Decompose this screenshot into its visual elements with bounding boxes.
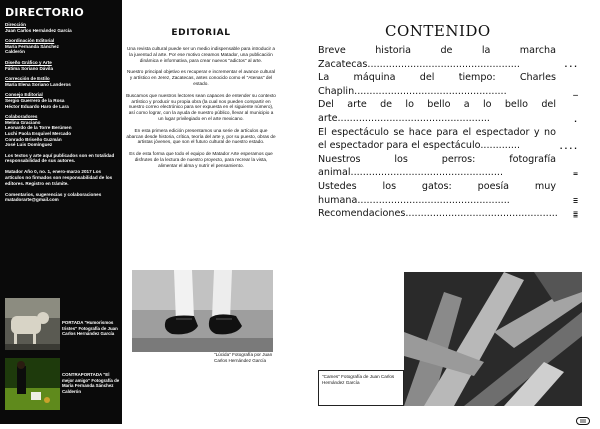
directory-name: Conrado Briseño Guzmán [5, 136, 62, 142]
editorial-title: EDITORIAL [171, 28, 231, 38]
directory-role: Coordinación Editorial [5, 38, 55, 44]
cover-caption: PORTADA "Humorismos tristes" Fotografía de Juan Carlos Hernández García [62, 320, 118, 337]
directory-name: Juan Carlos Hernández García [5, 27, 72, 33]
table-of-contents [318, 44, 582, 221]
toc-item[interactable] [318, 207, 582, 221]
directory-name: María Fernanda Sánchez [5, 43, 59, 49]
back-cover-caption: CONTRAPORTADA "El mejor amigo" Fotografía de María Fernanda Sánchez Calderón [62, 372, 120, 394]
toc-item-text: Breve historia de la marcha Zacatecas.................................................. [318, 45, 556, 70]
directory-block [5, 92, 119, 109]
editorial-paragraph: Nuestro principal objetivo es recuperar e incrementar el avance cultural y artístico en Jerez, Zacatecas, antes conocido como el "Atenas" del estado. [127, 69, 275, 86]
cover-thumbnail [5, 298, 60, 350]
rights-note: Los textos y arte aquí publicados son en totalidad responsabilidad de sus autores. [5, 152, 115, 164]
toc-item[interactable] [318, 126, 582, 153]
editorial-paragraph: Es de esta forma que todo el equipo de Matador Arte esperamos que disfrutes de la lectura de nuestro proyecto, para recrear la vista, alimentar el alma y nutrir el pensamiento. [129, 151, 273, 168]
editorial-photo-caption: "Lúcida" Fotografía por Juan Carlos Hernández García [214, 352, 273, 363]
toc-page-number: _ [573, 87, 578, 97]
toc-item-text: Del arte de lo bello a lo bello del arte.................................................. [318, 99, 556, 124]
directory-name: Calderón [5, 49, 25, 55]
directory-block [5, 114, 119, 148]
toc-page-number: ≡ [573, 196, 578, 206]
directory-block [5, 76, 119, 87]
contents-photo-caption: "Cames" Fotografía de Juan Carlos Hernández García [318, 370, 404, 406]
toc-item[interactable] [318, 153, 582, 180]
toc-page-number: .... [558, 141, 578, 151]
toc-item-text: Nuestros los perros: fotografía animal.................................................. [318, 153, 556, 179]
directory-name: María Elena Soriano Landeros [5, 81, 71, 87]
directory-name: Melina Graciano [5, 119, 41, 125]
editorial-section [126, 28, 276, 175]
directory-role: Colaboradores [5, 114, 38, 120]
directory-name: Héctor Eduardo Haro de Lara [5, 103, 69, 109]
directory-title: DIRECTORIO [5, 6, 85, 19]
directory-name: Fátima Soriano Dávila [5, 65, 53, 71]
editorial-photo [132, 270, 273, 352]
directory-name: José Luis Domínguez [5, 142, 53, 148]
directory-panel [0, 0, 122, 424]
directory-block [5, 60, 119, 71]
directory-block [5, 22, 119, 33]
contact-note: Comentarios, sugerencias y colaboraciones matadorarte@gmail.com [5, 191, 102, 203]
directory-block [5, 38, 119, 55]
toc-page-number: ... [563, 60, 578, 70]
toc-item-text: Ustedes los gatos: poesía muy humana.................................................. [318, 180, 556, 206]
editorial-paragraph: Una revista cultural puede ser un medio indispensable para introducir a la juventud al arte. Por ese motivo creamos Matador, una publicación dinámica e informativa, para crear nuevos "adictos" al arte. [126, 46, 275, 63]
toc-page-number: = [573, 168, 578, 178]
directory-role: Corrección de Estilo [5, 76, 50, 82]
toc-item[interactable] [318, 71, 582, 98]
toc-item[interactable] [318, 180, 582, 207]
toc-item-text: La máquina del tiempo: Charles Chaplin.................................................. [318, 72, 556, 97]
toc-item-text: El espectáculo se hace para el espectador y no el espectador para el espectáculo............. [318, 126, 556, 152]
toc-item-text: Recomendaciones.................................................. [318, 208, 558, 220]
editorial-paragraph: En esta primera edición presentamos una serie de artículos que abarcan desde historia, crítica, teoría del arte y, por su puesto, obras de artistas jóvenes, que son el futuro cultural de nuestro estado. [126, 127, 276, 145]
directory-name: Luchi Paola Esquivel Mercado [5, 130, 72, 136]
issue-note: Matador Año 0, no. 1, enero-marzo 2017 Los artículos no firmados son responsabilidad de los editores. Registro en trámite. [5, 169, 113, 186]
editorial-paragraph: Buscamos que nuestros lectores sean capaces de entender su contexto artístico y producir su propia obra (la cual nos pueden compartir en nuestro correo electrónico para ser expuesta en el siguiente número), así como lograr, con la ayuda de nuestro público, llevar al municipio a un lugar privilegiado en el arte mexicano. [126, 92, 276, 121]
directory-name: Sergio Guerrero de la Rosa [5, 97, 65, 103]
directory-role: Diseño Gráfico y Arte [5, 59, 52, 65]
directory-list [5, 22, 119, 208]
contents-title: CONTENIDO [385, 22, 491, 40]
toc-page-number: ≣ [573, 209, 578, 219]
directory-role: Dirección [5, 22, 26, 27]
toc-item[interactable] [318, 44, 582, 71]
directory-role: Consejo Editorial [5, 92, 43, 98]
directory-name: Leonardo de la Torre Berúmen [5, 125, 72, 131]
toc-item[interactable] [318, 98, 582, 125]
back-cover-thumbnail [5, 358, 60, 410]
toc-page-number: . [573, 114, 578, 124]
contents-photo [404, 272, 582, 406]
page-ornament-icon [576, 410, 590, 418]
